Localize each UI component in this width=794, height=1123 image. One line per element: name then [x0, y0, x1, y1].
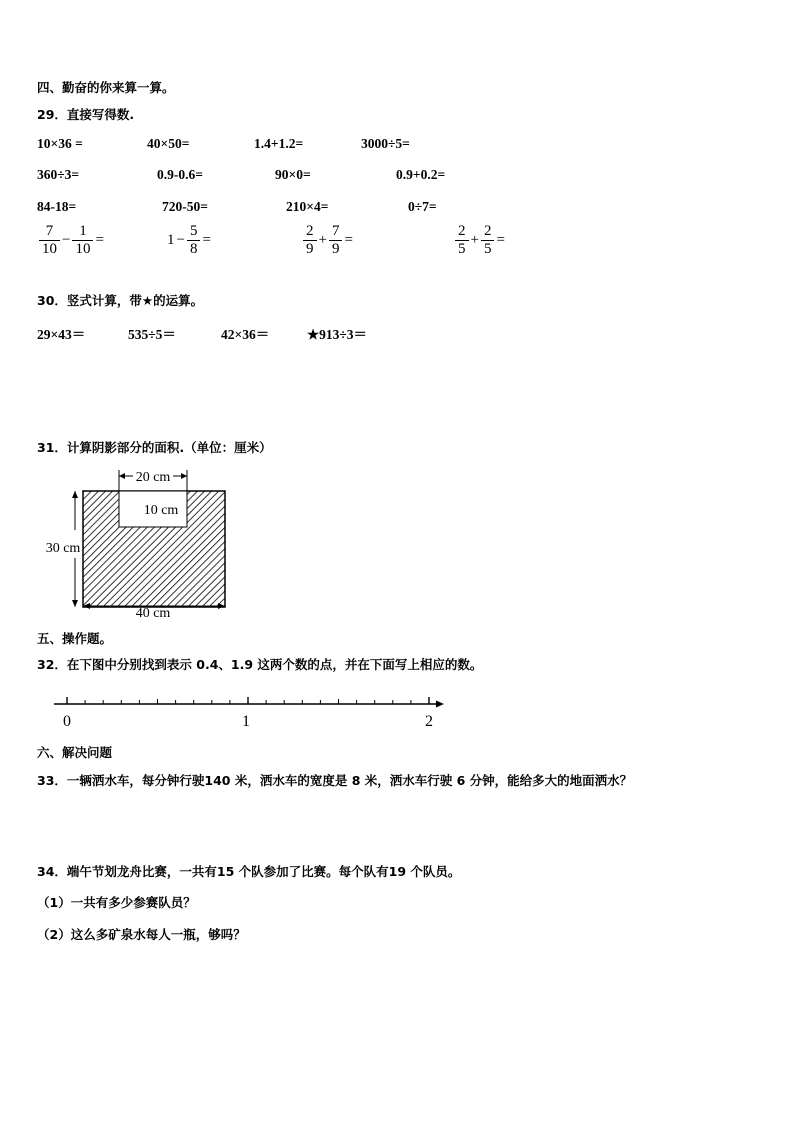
number-line-label-2: 2 — [425, 713, 433, 730]
q29-r1-c3: 1.4+1.2= — [254, 136, 304, 151]
left-dimension-label: 30 cm — [45, 541, 81, 556]
q30-title: 30．竖式计算，带★的运算。 — [37, 293, 204, 308]
fraction — [72, 223, 93, 258]
fraction — [329, 223, 343, 258]
q31-title: 31．计算阴影部分的面积.（单位：厘米） — [37, 440, 272, 455]
q29-r1-c1: 10×36 = — [37, 136, 83, 151]
inner-dimension-label: 10 cm — [143, 503, 179, 518]
arrow-head — [72, 491, 78, 498]
section-4-heading: 四、勤奋的你来算一算。 — [37, 80, 175, 95]
numerator: 1 — [72, 223, 93, 241]
numerator: 2 — [303, 223, 317, 241]
equals-sign: = — [496, 232, 505, 248]
fraction — [39, 223, 60, 258]
number-line-label-0: 0 — [63, 713, 71, 730]
q34-title: 34．端午节划龙舟比赛，一共有15 个队参加了比赛。每个队有19 个队员。 — [37, 864, 461, 879]
operator: + — [318, 232, 327, 248]
numerator: 7 — [39, 223, 60, 241]
fraction — [303, 223, 317, 258]
denominator: 8 — [189, 241, 198, 257]
whole-number: 1 — [167, 232, 175, 248]
numerator: 7 — [329, 223, 343, 241]
top-dimension-label: 20 cm — [135, 470, 171, 485]
operator: + — [470, 232, 479, 248]
section-6-heading: 六、解决问题 — [37, 745, 113, 760]
q29-fraction-1 — [38, 223, 105, 258]
q29-r3-c2: 720-50= — [162, 199, 208, 214]
fraction — [455, 223, 469, 258]
bottom-dimension-label: 40 cm — [135, 606, 171, 620]
numerator: 5 — [187, 223, 201, 241]
q29-title: 29．直接写得数. — [37, 107, 135, 122]
q29-r2-c4: 0.9+0.2= — [396, 167, 446, 182]
equals-sign: = — [202, 232, 211, 248]
q30-item-1: 29×43＝ — [37, 327, 86, 342]
numerator: 2 — [481, 223, 495, 241]
q29-fraction-3 — [302, 223, 354, 258]
q29-r2-c3: 90×0= — [275, 167, 311, 182]
q30-item-2: 535÷5＝ — [128, 327, 176, 342]
denominator: 5 — [458, 241, 466, 257]
equals-sign: = — [95, 232, 104, 248]
number-line — [40, 688, 460, 733]
numerator: 2 — [455, 223, 469, 241]
q34-sub-2: （2）这么多矿泉水每人一瓶，够吗？ — [37, 927, 246, 942]
fraction — [187, 223, 201, 258]
fraction — [481, 223, 495, 258]
q34-sub-1: （1）一共有多少参赛队员？ — [37, 895, 196, 910]
q29-r2-c2: 0.9-0.6= — [157, 167, 203, 182]
q29-r2-c1: 360÷3= — [37, 167, 80, 182]
q29-r3-c1: 84-18= — [37, 199, 77, 214]
q30-item-3: 42×36＝ — [221, 327, 270, 342]
q29-r3-c3: 210×4= — [286, 199, 329, 214]
denominator: 10 — [75, 241, 91, 257]
shaded-area-figure — [30, 460, 250, 620]
section-5-heading: 五、操作题。 — [37, 631, 113, 646]
number-line-label-1: 1 — [242, 713, 250, 730]
q29-fraction-2 — [166, 223, 212, 258]
q32-title: 32．在下图中分别找到表示 0.4、1.9 这两个数的点，并在下面写上相应的数。 — [37, 657, 483, 672]
denominator: 9 — [306, 241, 314, 257]
arrow-head — [119, 473, 125, 479]
operator: − — [62, 232, 71, 248]
q29-fraction-4 — [454, 223, 506, 258]
arrow-head — [181, 473, 187, 479]
arrow-head — [436, 701, 444, 708]
denominator: 5 — [483, 241, 492, 257]
q30-item-4: ★913÷3＝ — [307, 327, 368, 342]
operator: − — [176, 232, 185, 248]
denominator: 10 — [42, 241, 57, 257]
equals-sign: = — [344, 232, 353, 248]
denominator: 9 — [331, 241, 340, 257]
q33-title: 33．一辆洒水车，每分钟行驶140 米，洒水车的宽度是 8 米，洒水车行驶 6 分钟，能给多大的地面洒水？ — [37, 773, 633, 788]
arrow-head — [72, 600, 78, 607]
q29-r1-c2: 40×50= — [147, 136, 190, 151]
q29-r1-c4: 3000÷5= — [361, 136, 410, 151]
q29-r3-c4: 0÷7= — [408, 199, 437, 214]
